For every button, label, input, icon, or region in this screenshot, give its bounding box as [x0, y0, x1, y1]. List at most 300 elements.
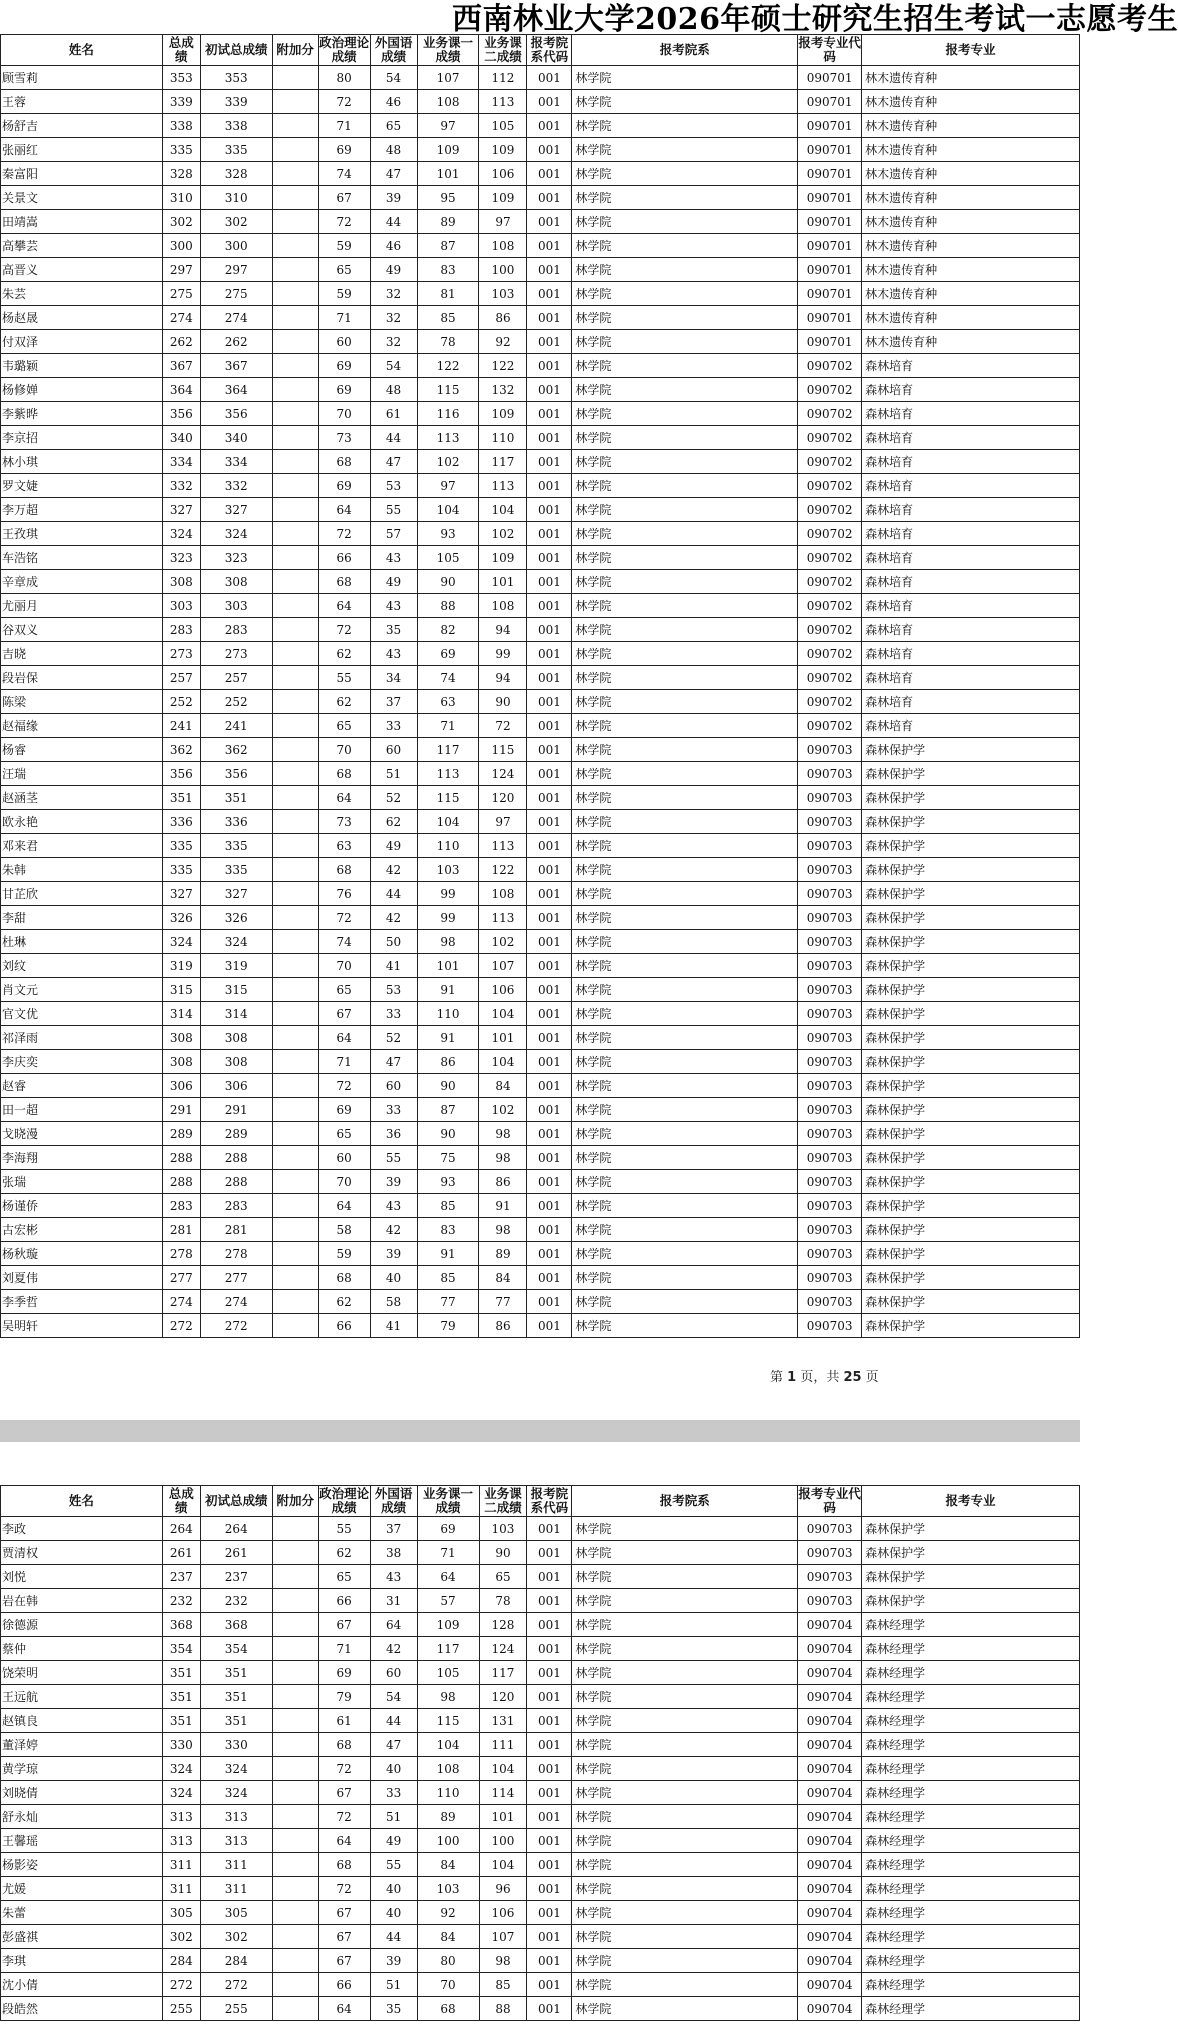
cell-name: 黄学琼 — [1, 1757, 163, 1781]
table-row — [1, 1050, 1080, 1074]
cell-dept: 林学院 — [572, 522, 798, 546]
cell-major-code: 090703 — [798, 1026, 862, 1050]
cell-foreign-language-score: 51 — [370, 762, 417, 786]
cell-politics-score: 64 — [318, 1997, 370, 2021]
cell-politics-score: 72 — [318, 1877, 370, 1901]
cell-major-code: 090702 — [798, 594, 862, 618]
cell-foreign-language-score: 53 — [370, 474, 417, 498]
cell-dept-code: 001 — [527, 978, 572, 1002]
cell-initial-score: 302 — [200, 1925, 272, 1949]
cell-foreign-language-score: 51 — [370, 1973, 417, 1997]
cell-major-code: 090701 — [798, 210, 862, 234]
cell-foreign-language-score: 47 — [370, 162, 417, 186]
cell-course2-score: 104 — [479, 498, 527, 522]
cell-course2-score: 90 — [479, 690, 527, 714]
column-header-course2-score: 业务课二成绩 — [479, 1486, 527, 1517]
cell-dept: 林学院 — [572, 1925, 798, 1949]
cell-major-code: 090702 — [798, 426, 862, 450]
cell-foreign-language-score: 49 — [370, 834, 417, 858]
cell-dept-code: 001 — [527, 666, 572, 690]
cell-politics-score: 64 — [318, 1194, 370, 1218]
cell-politics-score: 72 — [318, 1805, 370, 1829]
cell-politics-score: 67 — [318, 1901, 370, 1925]
cell-dept: 林学院 — [572, 1074, 798, 1098]
cell-initial-score: 324 — [200, 1757, 272, 1781]
table-row — [1, 1266, 1080, 1290]
cell-major: 森林培育 — [862, 570, 1080, 594]
cell-foreign-language-score: 65 — [370, 114, 417, 138]
cell-total-score: 319 — [162, 954, 200, 978]
cell-dept: 林学院 — [572, 138, 798, 162]
cell-foreign-language-score: 55 — [370, 1146, 417, 1170]
cell-name: 祁泽雨 — [1, 1026, 163, 1050]
cell-initial-score: 308 — [200, 1050, 272, 1074]
cell-bonus — [272, 1829, 318, 1853]
table-row — [1, 138, 1080, 162]
cell-dept: 林学院 — [572, 834, 798, 858]
cell-major: 森林经理学 — [862, 1757, 1080, 1781]
cell-dept-code: 001 — [527, 1098, 572, 1122]
cell-course1-score: 115 — [417, 786, 479, 810]
cell-initial-score: 313 — [200, 1805, 272, 1829]
cell-dept: 林学院 — [572, 1829, 798, 1853]
cell-foreign-language-score: 31 — [370, 1589, 417, 1613]
cell-major-code: 090701 — [798, 330, 862, 354]
cell-major: 森林经理学 — [862, 1853, 1080, 1877]
cell-course1-score: 116 — [417, 402, 479, 426]
cell-initial-score: 288 — [200, 1146, 272, 1170]
cell-bonus — [272, 1242, 318, 1266]
cell-dept-code: 001 — [527, 738, 572, 762]
column-header-initial-score: 初试总成绩 — [200, 35, 272, 66]
cell-total-score: 281 — [162, 1218, 200, 1242]
cell-major-code: 090703 — [798, 1074, 862, 1098]
document-title: 西南林业大学2026年硕士研究生招生考试一志愿考生 — [452, 2, 1178, 37]
cell-major-code: 090703 — [798, 786, 862, 810]
cell-major-code: 090704 — [798, 1901, 862, 1925]
cell-initial-score: 255 — [200, 1997, 272, 2021]
cell-name: 赵镇良 — [1, 1709, 163, 1733]
cell-foreign-language-score: 52 — [370, 1026, 417, 1050]
cell-total-score: 351 — [162, 1685, 200, 1709]
cell-course1-score: 99 — [417, 906, 479, 930]
cell-major-code: 090703 — [798, 1218, 862, 1242]
table-row — [1, 1901, 1080, 1925]
cell-major-code: 090701 — [798, 186, 862, 210]
table-row — [1, 1829, 1080, 1853]
cell-course1-score: 95 — [417, 186, 479, 210]
cell-bonus — [272, 690, 318, 714]
cell-major: 森林经理学 — [862, 1685, 1080, 1709]
cell-course1-score: 91 — [417, 978, 479, 1002]
cell-initial-score: 324 — [200, 1781, 272, 1805]
cell-course2-score: 113 — [479, 906, 527, 930]
table-row — [1, 642, 1080, 666]
cell-foreign-language-score: 39 — [370, 1949, 417, 1973]
cell-name: 杨影姿 — [1, 1853, 163, 1877]
cell-dept-code: 001 — [527, 1170, 572, 1194]
cell-bonus — [272, 1517, 318, 1541]
cell-politics-score: 72 — [318, 1757, 370, 1781]
cell-name: 张丽红 — [1, 138, 163, 162]
cell-dept: 林学院 — [572, 210, 798, 234]
cell-course1-score: 93 — [417, 1170, 479, 1194]
cell-politics-score: 67 — [318, 186, 370, 210]
cell-dept-code: 001 — [527, 522, 572, 546]
cell-major-code: 090703 — [798, 762, 862, 786]
cell-bonus — [272, 1266, 318, 1290]
cell-dept-code: 001 — [527, 1242, 572, 1266]
cell-foreign-language-score: 60 — [370, 738, 417, 762]
cell-bonus — [272, 354, 318, 378]
cell-politics-score: 59 — [318, 282, 370, 306]
cell-politics-score: 67 — [318, 1925, 370, 1949]
score-table-page-1 — [0, 34, 1080, 1338]
table-row — [1, 330, 1080, 354]
cell-bonus — [272, 1853, 318, 1877]
table-row — [1, 570, 1080, 594]
cell-name: 王蓉 — [1, 90, 163, 114]
table-row — [1, 1565, 1080, 1589]
table-row — [1, 210, 1080, 234]
cell-bonus — [272, 90, 318, 114]
cell-bonus — [272, 906, 318, 930]
cell-initial-score: 368 — [200, 1613, 272, 1637]
cell-total-score: 288 — [162, 1170, 200, 1194]
cell-dept: 林学院 — [572, 906, 798, 930]
cell-bonus — [272, 1194, 318, 1218]
cell-course1-score: 63 — [417, 690, 479, 714]
cell-course1-score: 88 — [417, 594, 479, 618]
cell-dept: 林学院 — [572, 1194, 798, 1218]
cell-politics-score: 69 — [318, 378, 370, 402]
cell-major-code: 090701 — [798, 114, 862, 138]
cell-total-score: 311 — [162, 1877, 200, 1901]
cell-foreign-language-score: 39 — [370, 1242, 417, 1266]
column-header-foreign-language-score: 外国语成绩 — [370, 1486, 417, 1517]
table-row — [1, 186, 1080, 210]
cell-major: 森林保护学 — [862, 786, 1080, 810]
cell-dept-code: 001 — [527, 714, 572, 738]
cell-course1-score: 70 — [417, 1973, 479, 1997]
cell-course2-score: 96 — [479, 1877, 527, 1901]
cell-major: 森林经理学 — [862, 1973, 1080, 1997]
cell-major-code: 090704 — [798, 1757, 862, 1781]
cell-major: 森林保护学 — [862, 1541, 1080, 1565]
cell-dept-code: 001 — [527, 1146, 572, 1170]
cell-bonus — [272, 762, 318, 786]
table-row — [1, 930, 1080, 954]
column-header-politics-score: 政治理论成绩 — [319, 35, 370, 64]
cell-initial-score: 319 — [200, 954, 272, 978]
cell-foreign-language-score: 43 — [370, 594, 417, 618]
cell-bonus — [272, 714, 318, 738]
cell-total-score: 274 — [162, 306, 200, 330]
cell-foreign-language-score: 62 — [370, 810, 417, 834]
cell-politics-score: 65 — [318, 1565, 370, 1589]
cell-dept-code: 001 — [527, 1002, 572, 1026]
cell-total-score: 313 — [162, 1829, 200, 1853]
cell-total-score: 274 — [162, 1290, 200, 1314]
cell-course1-score: 110 — [417, 1781, 479, 1805]
table-row — [1, 450, 1080, 474]
cell-name: 饶荣明 — [1, 1661, 163, 1685]
cell-dept-code: 001 — [527, 378, 572, 402]
cell-politics-score: 55 — [318, 666, 370, 690]
cell-politics-score: 65 — [318, 1122, 370, 1146]
cell-dept-code: 001 — [527, 282, 572, 306]
cell-foreign-language-score: 53 — [370, 978, 417, 1002]
table-row — [1, 1074, 1080, 1098]
cell-initial-score: 306 — [200, 1074, 272, 1098]
table-row — [1, 402, 1080, 426]
cell-course2-score: 109 — [479, 402, 527, 426]
column-header-major: 报考专业 — [862, 35, 1080, 66]
cell-major-code: 090701 — [798, 282, 862, 306]
cell-name: 张瑞 — [1, 1170, 163, 1194]
cell-initial-score: 288 — [200, 1170, 272, 1194]
cell-politics-score: 70 — [318, 954, 370, 978]
cell-politics-score: 70 — [318, 402, 370, 426]
cell-major-code: 090702 — [798, 570, 862, 594]
cell-name: 赵睿 — [1, 1074, 163, 1098]
cell-dept-code: 001 — [527, 1877, 572, 1901]
cell-initial-score: 261 — [200, 1541, 272, 1565]
table-row — [1, 690, 1080, 714]
cell-total-score: 306 — [162, 1074, 200, 1098]
cell-course2-score: 113 — [479, 90, 527, 114]
cell-major: 森林经理学 — [862, 1949, 1080, 1973]
cell-course2-score: 117 — [479, 450, 527, 474]
cell-politics-score: 74 — [318, 162, 370, 186]
cell-major: 森林保护学 — [862, 906, 1080, 930]
cell-total-score: 332 — [162, 474, 200, 498]
cell-politics-score: 67 — [318, 1613, 370, 1637]
table-row — [1, 114, 1080, 138]
table-row — [1, 618, 1080, 642]
cell-politics-score: 68 — [318, 1853, 370, 1877]
cell-total-score: 351 — [162, 1709, 200, 1733]
table-row — [1, 90, 1080, 114]
cell-bonus — [272, 1925, 318, 1949]
cell-dept-code: 001 — [527, 450, 572, 474]
cell-name: 赵福缘 — [1, 714, 163, 738]
cell-total-score: 262 — [162, 330, 200, 354]
cell-foreign-language-score: 32 — [370, 306, 417, 330]
cell-initial-score: 283 — [200, 618, 272, 642]
cell-total-score: 277 — [162, 1266, 200, 1290]
table-row — [1, 882, 1080, 906]
cell-bonus — [272, 978, 318, 1002]
cell-foreign-language-score: 43 — [370, 1565, 417, 1589]
cell-dept-code: 001 — [527, 930, 572, 954]
cell-total-score: 284 — [162, 1949, 200, 1973]
cell-foreign-language-score: 32 — [370, 282, 417, 306]
cell-foreign-language-score: 55 — [370, 1853, 417, 1877]
cell-major: 林木遗传育种 — [862, 66, 1080, 90]
cell-total-score: 252 — [162, 690, 200, 714]
cell-major: 森林经理学 — [862, 1901, 1080, 1925]
cell-course1-score: 78 — [417, 330, 479, 354]
cell-initial-score: 340 — [200, 426, 272, 450]
cell-major: 森林培育 — [862, 450, 1080, 474]
cell-foreign-language-score: 51 — [370, 1805, 417, 1829]
cell-course1-score: 91 — [417, 1242, 479, 1266]
cell-dept: 林学院 — [572, 1805, 798, 1829]
cell-dept-code: 001 — [527, 138, 572, 162]
cell-bonus — [272, 1565, 318, 1589]
cell-politics-score: 69 — [318, 474, 370, 498]
table-row — [1, 258, 1080, 282]
table-row — [1, 1925, 1080, 1949]
cell-initial-score: 313 — [200, 1829, 272, 1853]
cell-total-score: 272 — [162, 1973, 200, 1997]
cell-major-code: 090703 — [798, 1002, 862, 1026]
cell-total-score: 323 — [162, 546, 200, 570]
cell-foreign-language-score: 36 — [370, 1122, 417, 1146]
cell-bonus — [272, 330, 318, 354]
cell-major-code: 090704 — [798, 1949, 862, 1973]
cell-foreign-language-score: 33 — [370, 714, 417, 738]
cell-dept: 林学院 — [572, 954, 798, 978]
cell-dept-code: 001 — [527, 498, 572, 522]
cell-dept-code: 001 — [527, 1853, 572, 1877]
cell-politics-score: 64 — [318, 786, 370, 810]
cell-course1-score: 104 — [417, 498, 479, 522]
cell-initial-score: 324 — [200, 930, 272, 954]
cell-dept: 林学院 — [572, 1853, 798, 1877]
cell-initial-score: 362 — [200, 738, 272, 762]
cell-course1-score: 86 — [417, 1050, 479, 1074]
cell-dept: 林学院 — [572, 234, 798, 258]
cell-major: 森林培育 — [862, 378, 1080, 402]
cell-bonus — [272, 426, 318, 450]
cell-politics-score: 62 — [318, 642, 370, 666]
cell-total-score: 275 — [162, 282, 200, 306]
cell-course2-score: 100 — [479, 258, 527, 282]
cell-initial-score: 311 — [200, 1853, 272, 1877]
cell-initial-score: 300 — [200, 234, 272, 258]
cell-name: 顾雪莉 — [1, 66, 163, 90]
cell-politics-score: 65 — [318, 258, 370, 282]
cell-politics-score: 72 — [318, 522, 370, 546]
cell-politics-score: 68 — [318, 570, 370, 594]
cell-major-code: 090704 — [798, 1733, 862, 1757]
cell-dept: 林学院 — [572, 450, 798, 474]
cell-bonus — [272, 306, 318, 330]
cell-major-code: 090701 — [798, 162, 862, 186]
cell-dept-code: 001 — [527, 1194, 572, 1218]
cell-total-score: 353 — [162, 66, 200, 90]
cell-bonus — [272, 1661, 318, 1685]
cell-dept-code: 001 — [527, 90, 572, 114]
cell-total-score: 335 — [162, 858, 200, 882]
cell-politics-score: 69 — [318, 1098, 370, 1122]
cell-bonus — [272, 1290, 318, 1314]
cell-dept-code: 001 — [527, 1757, 572, 1781]
cell-foreign-language-score: 57 — [370, 522, 417, 546]
cell-name: 戈晓漫 — [1, 1122, 163, 1146]
cell-name: 王馨瑶 — [1, 1829, 163, 1853]
column-header-bonus: 附加分 — [272, 1486, 318, 1517]
cell-total-score: 327 — [162, 498, 200, 522]
cell-major: 森林保护学 — [862, 1517, 1080, 1541]
cell-major: 森林保护学 — [862, 834, 1080, 858]
cell-dept-code: 001 — [527, 1541, 572, 1565]
cell-name: 刘夏伟 — [1, 1266, 163, 1290]
cell-initial-score: 315 — [200, 978, 272, 1002]
cell-dept-code: 001 — [527, 1290, 572, 1314]
cell-initial-score: 334 — [200, 450, 272, 474]
table-header-row — [1, 1486, 1080, 1517]
cell-major-code: 090703 — [798, 1122, 862, 1146]
cell-initial-score: 291 — [200, 1098, 272, 1122]
cell-dept-code: 001 — [527, 1517, 572, 1541]
cell-dept: 林学院 — [572, 1314, 798, 1338]
cell-total-score: 324 — [162, 1757, 200, 1781]
cell-course1-score: 104 — [417, 1733, 479, 1757]
cell-foreign-language-score: 50 — [370, 930, 417, 954]
cell-major: 森林保护学 — [862, 1314, 1080, 1338]
cell-major-code: 090701 — [798, 138, 862, 162]
cell-course2-score: 109 — [479, 186, 527, 210]
cell-foreign-language-score: 54 — [370, 1685, 417, 1709]
cell-major: 森林保护学 — [862, 1170, 1080, 1194]
cell-dept: 林学院 — [572, 1733, 798, 1757]
cell-total-score: 283 — [162, 618, 200, 642]
cell-politics-score: 64 — [318, 594, 370, 618]
cell-name: 韦璐颖 — [1, 354, 163, 378]
cell-course2-score: 104 — [479, 1050, 527, 1074]
cell-course1-score: 87 — [417, 1098, 479, 1122]
cell-name: 李季哲 — [1, 1290, 163, 1314]
cell-politics-score: 66 — [318, 546, 370, 570]
cell-politics-score: 66 — [318, 1589, 370, 1613]
document-page-2 — [0, 1458, 1080, 2030]
cell-foreign-language-score: 33 — [370, 1098, 417, 1122]
cell-dept-code: 001 — [527, 570, 572, 594]
cell-major-code: 090703 — [798, 1266, 862, 1290]
cell-initial-score: 326 — [200, 906, 272, 930]
cell-course1-score: 84 — [417, 1853, 479, 1877]
table-row — [1, 66, 1080, 90]
cell-course2-score: 124 — [479, 762, 527, 786]
cell-politics-score: 62 — [318, 1290, 370, 1314]
cell-course1-score: 115 — [417, 1709, 479, 1733]
cell-course2-score: 103 — [479, 282, 527, 306]
cell-dept-code: 001 — [527, 1685, 572, 1709]
cell-foreign-language-score: 39 — [370, 1170, 417, 1194]
cell-name: 田靖嵩 — [1, 210, 163, 234]
cell-name: 邓来君 — [1, 834, 163, 858]
cell-dept: 林学院 — [572, 1709, 798, 1733]
cell-dept: 林学院 — [572, 282, 798, 306]
cell-course2-score: 109 — [479, 546, 527, 570]
cell-dept: 林学院 — [572, 330, 798, 354]
cell-course1-score: 104 — [417, 810, 479, 834]
cell-foreign-language-score: 44 — [370, 1925, 417, 1949]
cell-course1-score: 89 — [417, 210, 479, 234]
cell-politics-score: 62 — [318, 690, 370, 714]
cell-course2-score: 77 — [479, 1290, 527, 1314]
cell-name: 杨修婵 — [1, 378, 163, 402]
cell-dept: 林学院 — [572, 1541, 798, 1565]
column-header-course1-score: 业务课一成绩 — [417, 1486, 479, 1517]
cell-politics-score: 72 — [318, 906, 370, 930]
cell-foreign-language-score: 49 — [370, 570, 417, 594]
cell-course1-score: 90 — [417, 570, 479, 594]
cell-dept-code: 001 — [527, 210, 572, 234]
